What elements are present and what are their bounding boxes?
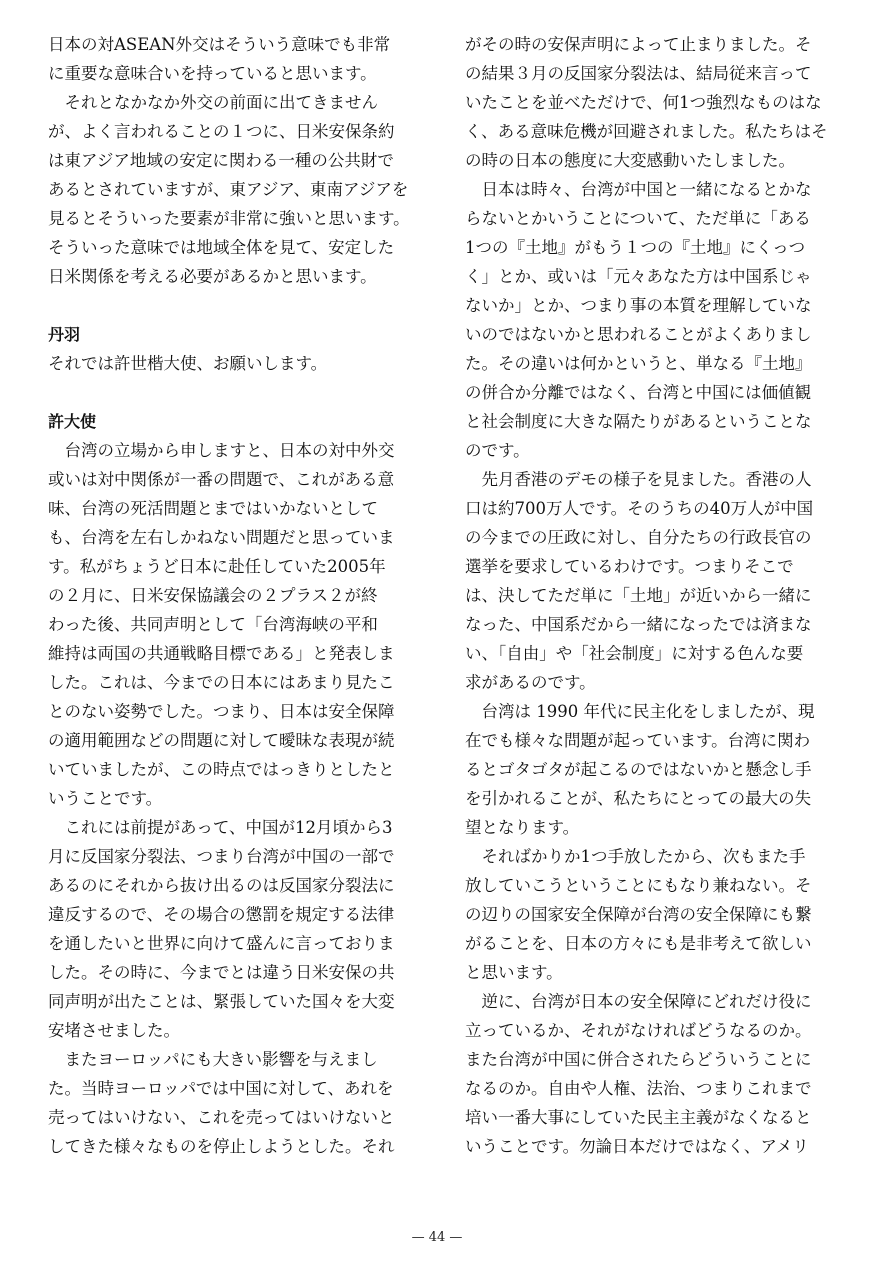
text-line: あるとされていますが、東アジア、東南アジアを (48, 180, 409, 199)
text-line: らないとかいうことについて、ただ単に「ある (465, 209, 811, 228)
text-line: 同声明が出たことは、緊張していた国々を大変 (48, 992, 395, 1011)
text-line: 1つの『土地』がもう１つの『土地』にくっつ (465, 238, 806, 257)
text-line: の併合か分離ではなく、台湾と中国には価値観 (465, 383, 812, 402)
text-line: は東アジア地域の安定に関わる一種の公共財で (48, 151, 394, 170)
text-line: 選挙を要求しているわけです。つまりそこで (465, 557, 794, 576)
page-number: — 44 — (411, 1230, 463, 1245)
text-line: あるのにそれから抜け出るのは反国家分裂法に (48, 876, 395, 895)
text-line: 日本の対ASEAN外交はそういう意味でも非常 (48, 35, 391, 54)
text-line: がることを、日本の方々にも是非考えて欲しい (465, 934, 812, 953)
text-line: 或いは対中関係が一番の問題で、これがある意 (48, 470, 395, 489)
text-line: た。当時ヨーロッパでは中国に対して、あれを (48, 1079, 394, 1098)
text-line: いていましたが、この時点ではっきりとしたと (48, 760, 395, 779)
text-line: 月に反国家分裂法、つまり台湾が中国の一部で (48, 847, 395, 866)
text-line: の２月に、日米安保協議会の２プラス２が終 (48, 586, 378, 605)
text-line: とのない姿勢でした。つまり、日本は安全保障 (48, 702, 395, 721)
text-line: そればかりか1つ手放したから、次もまた手 (465, 847, 806, 866)
left-paragraphs-a (48, 30, 412, 291)
text-line: 望となります。 (465, 818, 580, 837)
text-line: るとゴタゴタが起こるのではないかと懸念し手 (465, 760, 812, 779)
text-line: す。私がちょうど日本に赴任していた2005年 (48, 557, 386, 576)
text-line: 培い一番大事にしていた民主主義がなくなると (465, 1108, 812, 1127)
text-line: 口は約700万人です。そのうちの40万人が中国 (465, 499, 814, 518)
text-line: 逆に、台湾が日本の安全保障にどれだけ役に (465, 992, 812, 1011)
speaker-name-ambassador: 許大使 (48, 412, 97, 431)
text-line: 立っているか、それがなければどうなるのか。 (465, 1021, 812, 1040)
text-line: 安堵させました。 (48, 1021, 180, 1040)
text-line: それとなかなか外交の前面に出てきません (48, 93, 378, 112)
text-line: ないか」とか、つまり事の本質を理解していな (465, 296, 812, 315)
text-line: い、「自由」や「社会制度」に対する色んな要 (465, 644, 804, 663)
text-line: なった、中国系だから一緒になったでは済まな (465, 615, 812, 634)
text-line: 日本は時々、台湾が中国と一緒になるとかな (465, 180, 812, 199)
text-line: 在でも様々な問題が起っています。台湾に関わ (465, 731, 811, 750)
text-line: いうことです。勿論日本だけではなく、アメリ (465, 1137, 809, 1156)
text-line: 維持は両国の共通戦略目標である」と発表しま (48, 644, 395, 663)
text-line: なるのか。自由や人権、法治、つまりこれまで (465, 1079, 812, 1098)
text-line: く、ある意味危機が回避されました。私たちはそ (465, 122, 828, 141)
text-line: の辺りの国家安全保障が台湾の安全保障にも繋 (465, 905, 812, 924)
text-line: た。その違いは何かというと、単なる『土地』 (465, 354, 812, 373)
text-line: の今までの圧政に対し、自分たちの行政長官の (465, 528, 812, 547)
text-line: 日米関係を考える必要があるかと思います。 (48, 267, 377, 286)
section-gap (48, 291, 412, 320)
text-line: 先月香港のデモの様子を見ました。香港の人 (465, 470, 812, 489)
text-line: 放していこうということにもなり兼ねない。そ (465, 876, 812, 895)
text-line: く」とか、或いは「元々あなた方は中国系じゃ (465, 267, 812, 286)
text-line: と思います。 (465, 963, 563, 982)
text-line: を通したいと世界に向けて盛んに言っておりま (48, 934, 395, 953)
text-line: も、台湾を左右しかねない問題だと思っていま (48, 528, 395, 547)
text-line: の適用範囲などの問題に対して曖昧な表現が続 (48, 731, 395, 750)
text-line: と社会制度に大きな隔たりがあるということな (465, 412, 812, 431)
text-line: 売ってはいけない、これを売ってはいけないと (48, 1108, 395, 1127)
text-line: が、よく言われることの１つに、日米安保条約 (48, 122, 395, 141)
left-paragraphs-b (48, 436, 412, 1161)
text-line: してきた様々なものを停止しようとした。それ (48, 1137, 395, 1156)
text-line: 台湾の立場から申しますと、日本の対中外交 (48, 441, 395, 460)
text-line: 見るとそういった要素が非常に強いと思います。 (48, 209, 410, 228)
text-line: いのではないかと思われることがよくありまし (465, 325, 812, 344)
text-line: また台湾が中国に併合されたらどういうことに (465, 1050, 812, 1069)
text-line: は、決してただ単に「土地」が近いから一緒に (465, 586, 812, 605)
text-line: の時の日本の態度に大変感動いたしました。 (465, 151, 795, 170)
text-line: の結果３月の反国家分裂法は、結局従来言って (465, 64, 812, 83)
text-line: を引かれることが、私たちにとっての最大の失 (465, 789, 812, 808)
right-column (465, 30, 830, 1161)
text-line: 違反するので、その場合の懲罰を規定する法律 (48, 905, 395, 924)
text-line: またヨーロッパにも大きい影響を与えまし (48, 1050, 378, 1069)
speaker-name-niwa: 丹羽 (48, 325, 81, 344)
text-line: いたことを並べただけで、何1つ強烈なものはな (465, 93, 822, 112)
text-line: そういった意味では地域全体を見て、安定した (48, 238, 395, 257)
text-line: のです。 (465, 441, 530, 460)
section-gap (48, 378, 412, 407)
right-paragraphs (465, 30, 830, 1161)
text-line: に重要な意味合いを持っていると思います。 (48, 64, 377, 83)
left-column (48, 30, 412, 1161)
text-line: 味、台湾の死活問題とまではいかないとして (48, 499, 378, 518)
text-line: 求があるのです。 (465, 673, 596, 692)
text-line: した。その時に、今までとは違う日米安保の共 (48, 963, 395, 982)
text-line: 台湾は 1990 年代に民主化をしましたが、現 (465, 702, 815, 721)
moderator-remark: それでは許世楷大使、お願いします。 (48, 354, 328, 373)
text-line: わった後、共同声明として「台湾海峡の平和 (48, 615, 378, 634)
text-line: がその時の安保声明によって止まりました。そ (465, 35, 812, 54)
text-line: いうことです。 (48, 789, 163, 808)
text-line: これには前提があって、中国が12月頃から3 (48, 818, 393, 837)
text-line: した。これは、今までの日本にはあまり見たこ (48, 673, 395, 692)
